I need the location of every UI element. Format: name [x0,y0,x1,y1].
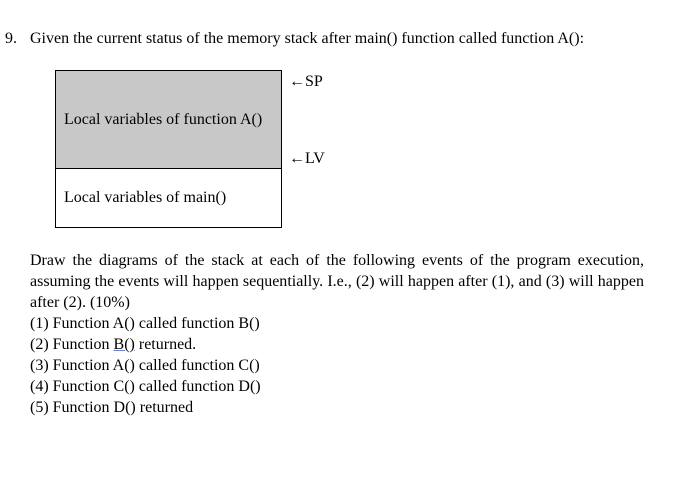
event-item-2 [30,334,261,355]
stack-frame-main [56,169,281,227]
event-item-5 [30,397,261,418]
event-list [30,313,261,418]
event-text: Function A() called function C() [52,357,260,374]
event-number: (3) [30,357,49,374]
spellcheck-underlined-word: B() [113,336,135,353]
event-text-prefix: Function [52,336,114,353]
stack-pointer-label: ←SP [289,73,323,90]
instructions-paragraph: Draw the diagrams of the stack at each of the following events of the program execution, assuming the events will happen sequentially. I.e., (2) will happen after (1), and (3) will happen after (2). (10%) [30,252,644,311]
question-prompt: Given the current status of the memory stack after main() function called function A(): [30,30,585,47]
local-variable-pointer-label: ←LV [289,150,325,167]
event-text: Function C() called function D() [52,378,261,395]
event-number: (4) [30,378,49,395]
event-number: (1) [30,315,49,332]
event-number: (2) [30,336,49,353]
event-number: (5) [30,399,49,416]
event-item-4 [30,376,261,397]
question-heading [5,29,584,49]
event-item-3 [30,355,261,376]
event-item-1 [30,313,261,334]
stack-frame-function-a [56,71,281,169]
event-text: Function D() returned [52,399,194,416]
question-number: 9. [5,30,17,47]
event-text: Function A() called function B() [52,315,260,332]
event-text-suffix: returned. [134,336,197,353]
stack-frame-function-a-label: Local variables of function A() [64,110,263,128]
stack-frame-main-label: Local variables of main() [64,189,227,206]
memory-stack-diagram [55,70,282,228]
